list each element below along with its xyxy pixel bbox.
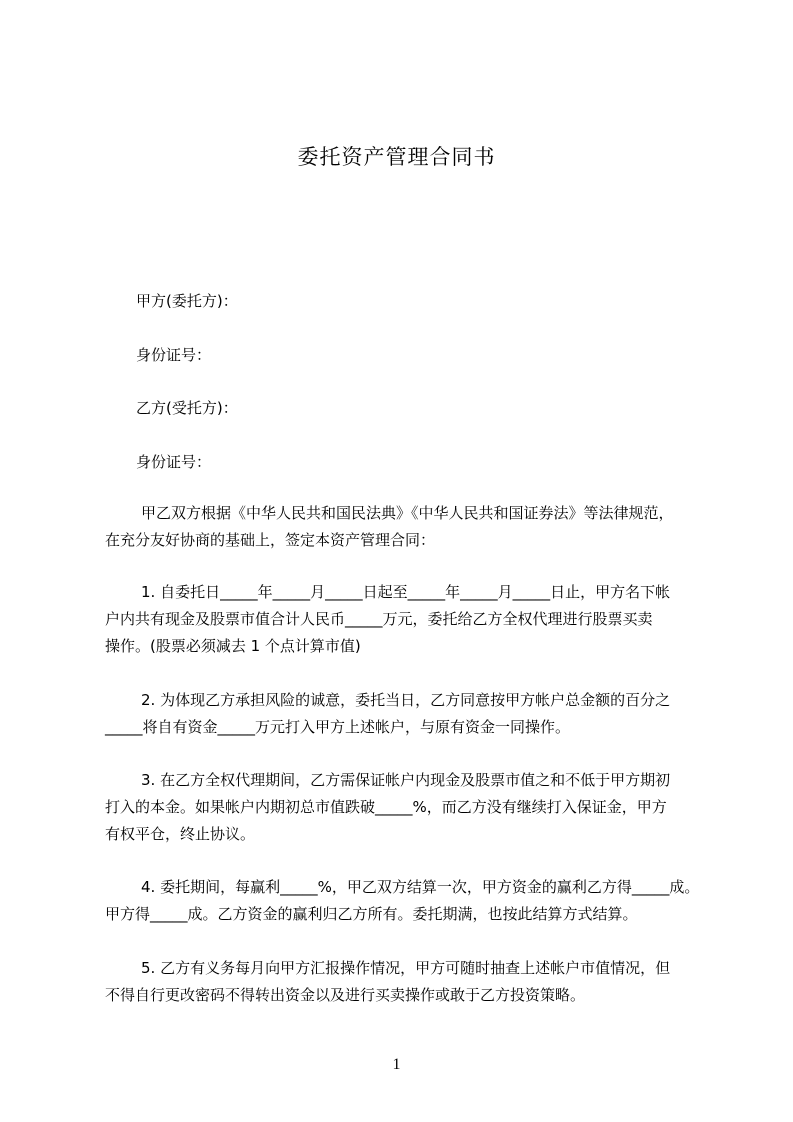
party-a-id-label: 身份证号： [136, 346, 212, 364]
clause-2 [105, 687, 705, 741]
clause-4 [105, 874, 705, 928]
clause-line: 不得自行更改密码不得转出资金以及进行买卖操作或敢于乙方投资策略。 [105, 986, 586, 1004]
clause-line: 3. 在乙方全权代理期间，乙方需保证帐户内现金及股票市值之和不低于甲方期初 [141, 771, 671, 789]
party-b-id-label: 身份证号： [136, 453, 212, 471]
intro-paragraph [105, 500, 705, 554]
document-title: 委托资产管理合同书 [297, 145, 496, 169]
clause-line: 甲方得_____成。乙方资金的赢利归乙方所有。委托期满，也按此结算方式结算。 [105, 905, 638, 923]
clause-line: _____将自有资金_____万元打入甲方上述帐户，与原有资金一同操作。 [105, 718, 571, 736]
clause-line: 4. 委托期间，每赢利_____%，甲乙双方结算一次，甲方资金的赢利乙方得_____成。 [141, 878, 700, 896]
clause-line: 有权平仓，终止协议。 [105, 825, 256, 843]
clause-1 [105, 579, 705, 660]
clause-line: 操作。(股票必须减去 1 个点计算市值) [105, 637, 361, 655]
clause-3 [105, 767, 705, 848]
party-b-label: 乙方(受托方)： [136, 399, 238, 417]
clause-line: 打入的本金。如果帐户内期初总市值跌破_____%，而乙方没有继续打入保证金，甲方 [105, 798, 667, 816]
intro-line: 甲乙双方根据《中华人民共和国民法典》《中华人民共和国证券法》等法律规范， [141, 504, 674, 522]
intro-line: 在充分友好协商的基础上，签定本资产管理合同： [105, 531, 436, 549]
clause-line: 5. 乙方有义务每月向甲方汇报操作情况，甲方可随时抽查上述帐户市值情况，但 [141, 959, 671, 977]
clause-5 [105, 955, 705, 1009]
clause-line: 1. 自委托日_____年_____月_____日起至_____年_____月_____日止，甲方名下帐 [141, 583, 671, 601]
clause-line: 户内共有现金及股票市值合计人民币_____万元，委托给乙方全权代理进行股票买卖 [105, 610, 653, 628]
party-a-label: 甲方(委托方)： [136, 292, 238, 310]
clause-line: 2. 为体现乙方承担风险的诚意，委托当日，乙方同意按甲方帐户总金额的百分之 [141, 691, 671, 709]
page-number: 1 [392, 1056, 401, 1073]
